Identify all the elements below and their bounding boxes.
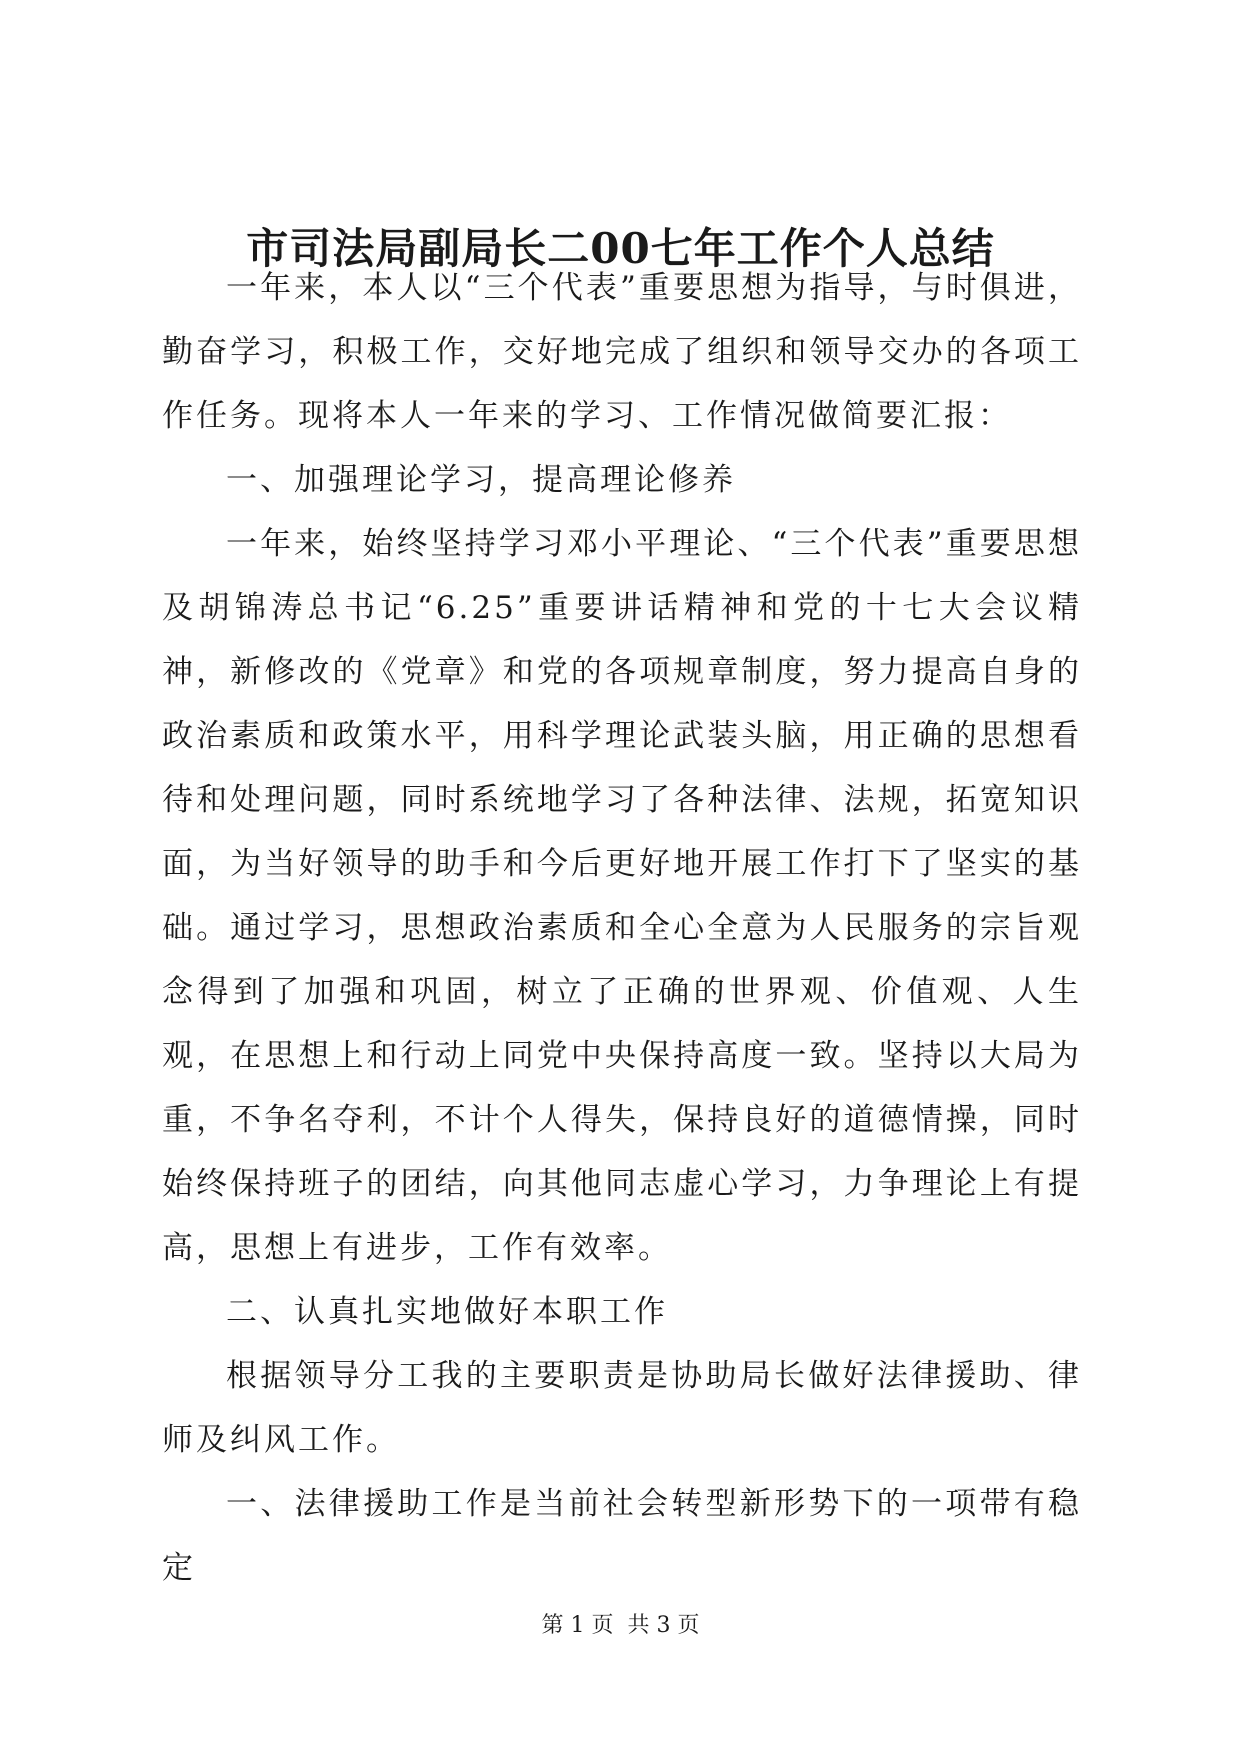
paragraph-theory-study: 一年来，始终坚持学习邓小平理论、“三个代表”重要思想及胡锦涛总书记“6.25”重要讲话精神和党的十七大会议精神，新修改的《党章》和党的各项规章制度，努力提高自身的政治素质和政策水平，用科学理论武装头脑，用正确的思想看待和处理问题，同时系统地学习了各种法律、法规，拓宽知识面，为当好领导的助手和今后更好地开展工作打下了坚实的基础。通过学习，思想政治素质和全心全意为人民服务的宗旨观念得到了加强和巩固，树立了正确的世界观、价值观、人生观，在思想上和行动上同党中央保持高度一致。坚持以大局为重，不争名夺利，不计个人得失，保持良好的道德情操，同时始终保持班子的团结，向其他同志虚心学习，力争理论上有提高，思想上有进步，工作有效率。 (162, 526, 1082, 1266)
section-heading-duties: 二、认真扎实地做好本职工作 (226, 1294, 668, 1330)
section-heading-theory-study: 一、加强理论学习，提高理论修养 (226, 462, 736, 498)
paragraph-legal-aid: 一、法律援助工作是当前社会转型新形势下的一项带有稳定 (162, 1486, 1082, 1586)
document-title: 市司法局副局长二00七年工作个人总结 (246, 224, 995, 273)
document-body (162, 256, 1082, 1600)
paragraph-responsibilities: 根据领导分工我的主要职责是协助局长做好法律援助、律师及纠风工作。 (162, 1358, 1082, 1458)
page-number-footer: 第 1 页 共 3 页 (541, 1613, 700, 1638)
paragraph-intro: 一年来，本人以“三个代表”重要思想为指导，与时俱进，勤奋学习，积极工作，交好地完成了组织和领导交办的各项工作任务。现将本人一年来的学习、工作情况做简要汇报： (162, 270, 1082, 434)
